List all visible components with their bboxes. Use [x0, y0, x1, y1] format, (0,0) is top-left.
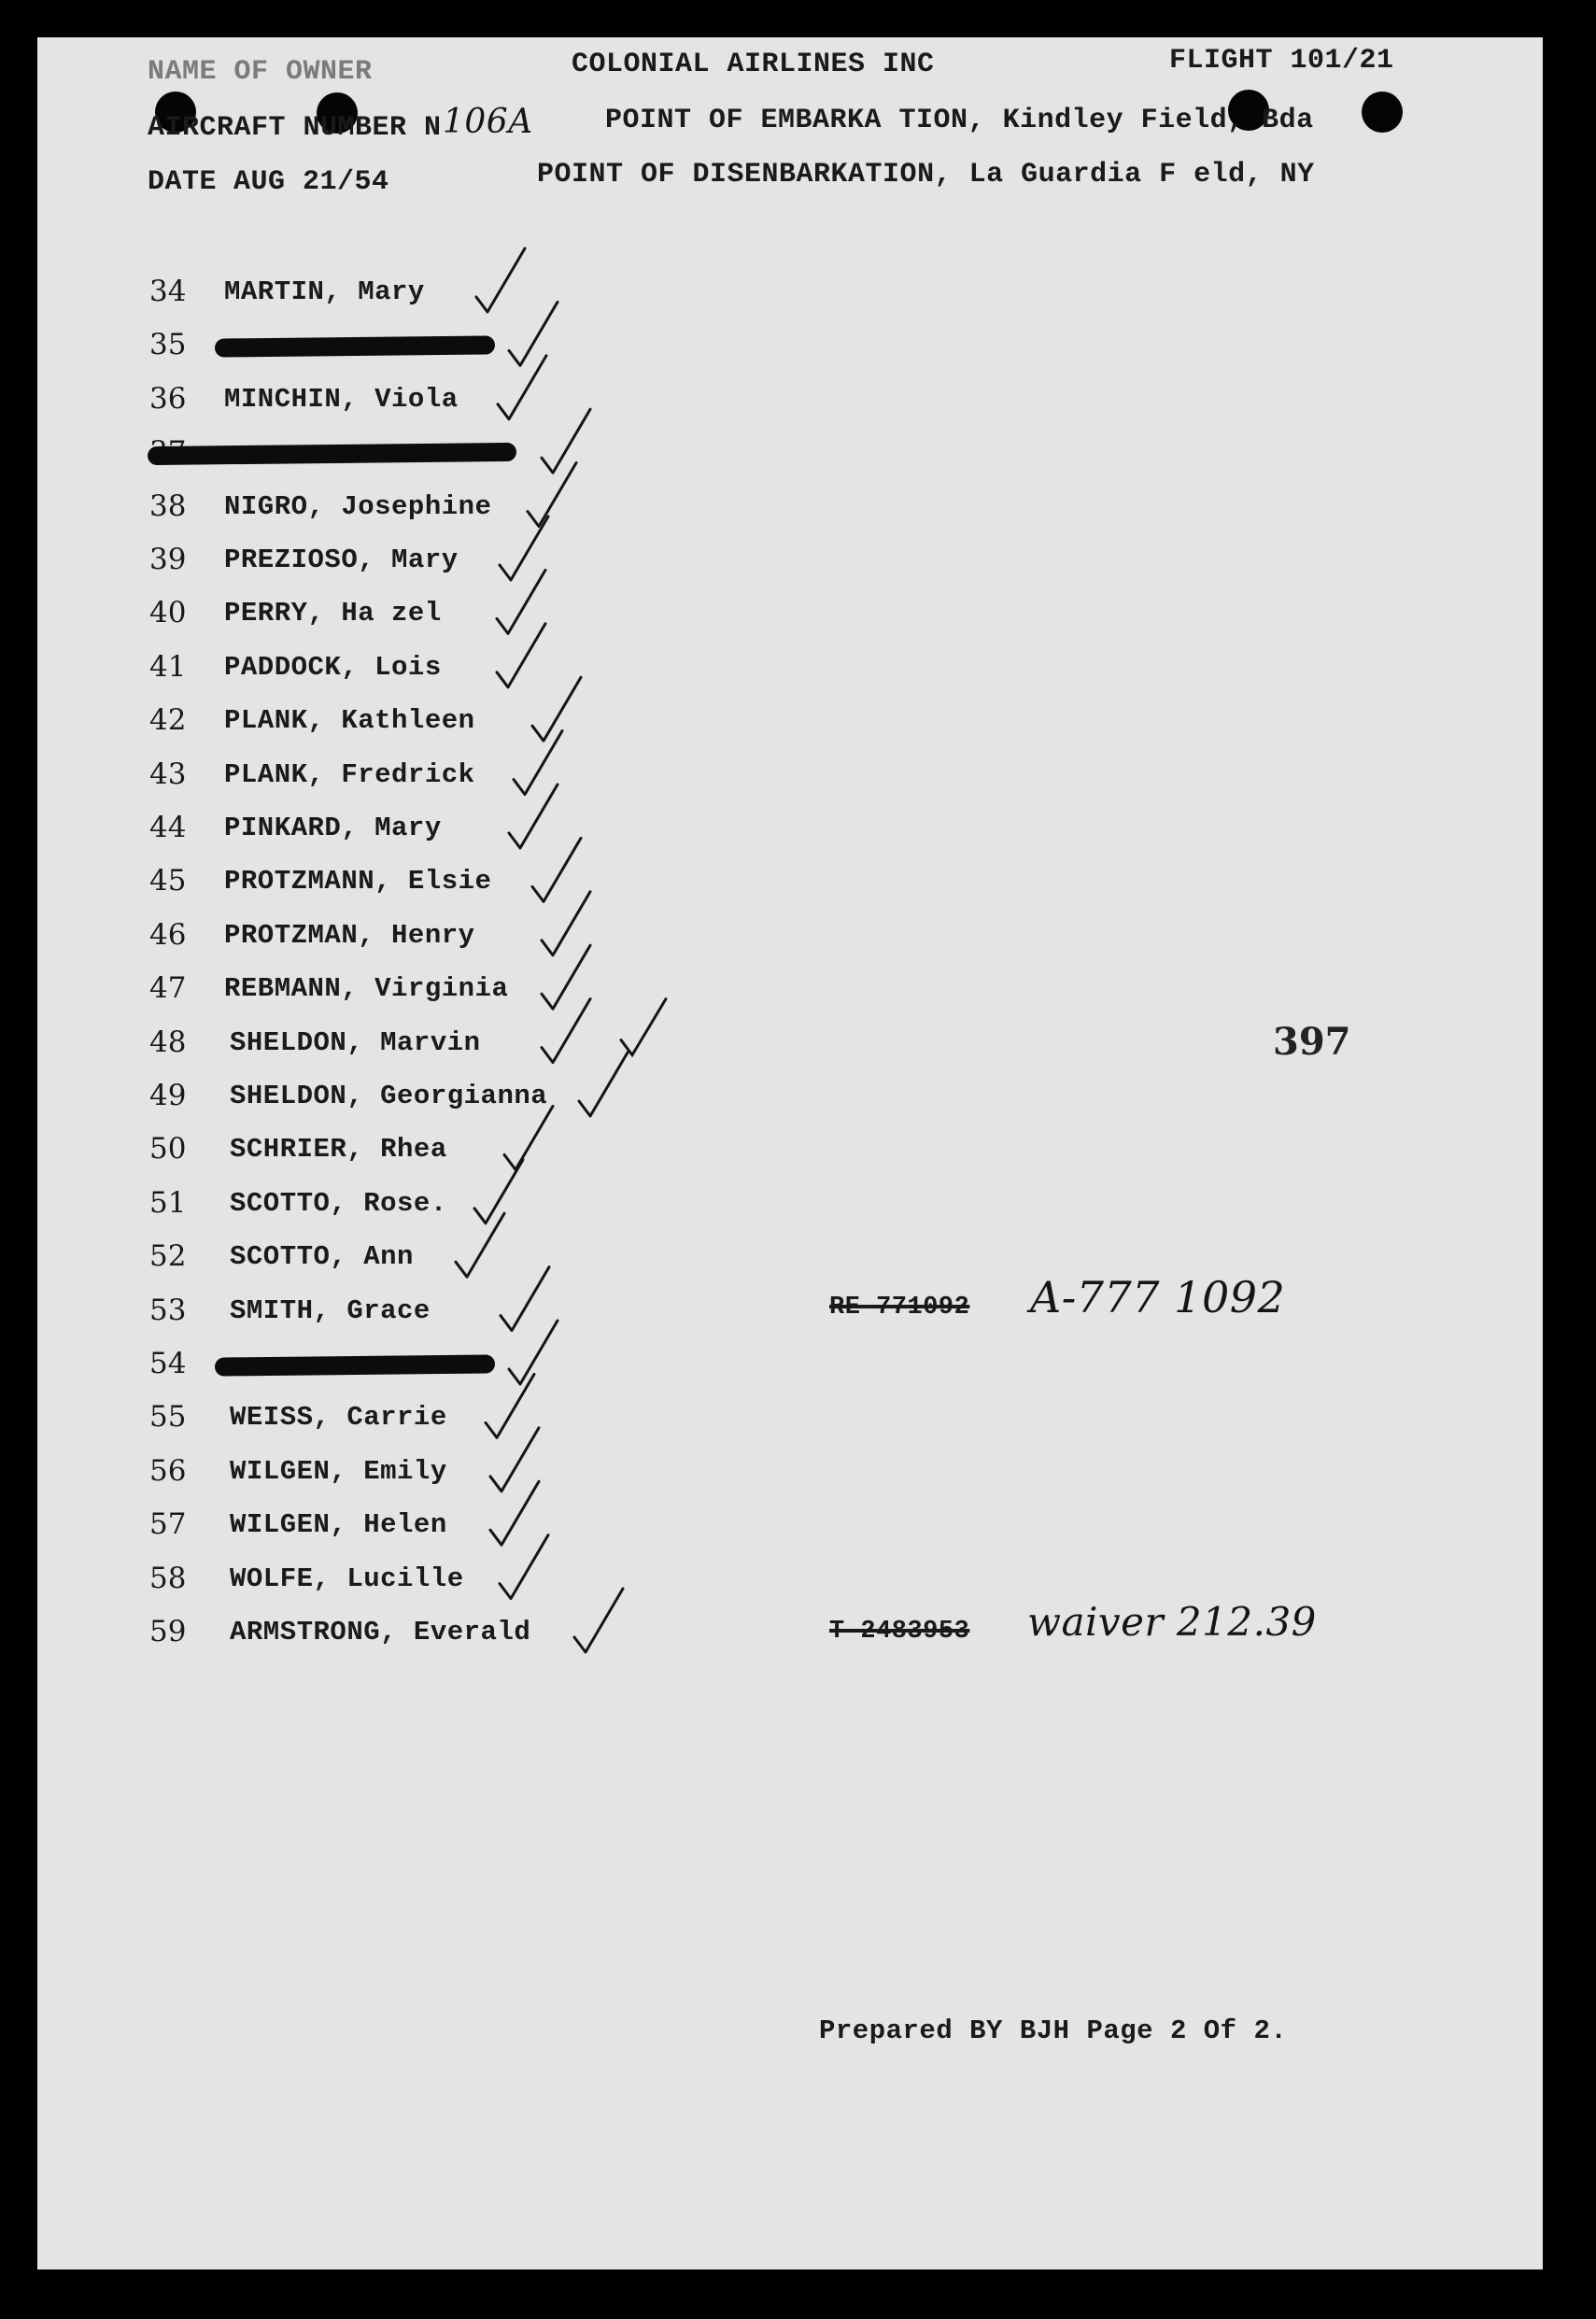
passenger-name: SCOTTO, Ann: [230, 1241, 414, 1273]
aircraft-number-label: AIRCRAFT NUMBER N: [148, 112, 442, 144]
check-mark: [490, 1481, 539, 1545]
page-number: 397: [1273, 1020, 1351, 1064]
disembarkation-point: POINT OF DISENBARKATION, La Guardia F eld, NY: [537, 159, 1315, 191]
passenger-name: WOLFE, Lucille: [230, 1562, 464, 1594]
passenger-name: ARMSTRONG, Everald: [230, 1617, 531, 1647]
struck-reference-2: T-2483953: [829, 1618, 970, 1646]
passenger-number: 42: [149, 703, 187, 738]
footer-prepared-by: Prepared BY BJH Page 2 Of 2.: [819, 2015, 1288, 2046]
passenger-name: PINKARD, Mary: [224, 813, 442, 843]
passenger-name: WILGEN, Emily: [230, 1455, 447, 1487]
passenger-name: SHELDON, Georgianna: [230, 1081, 548, 1111]
passenger-number: 50: [149, 1132, 187, 1167]
aircraft-number: 106A: [443, 103, 533, 141]
owner-label: NAME OF OWNER: [148, 56, 373, 88]
passenger-number: 43: [149, 757, 187, 791]
check-mark: [532, 838, 581, 901]
check-mark: [509, 302, 558, 365]
passenger-name: SCOTTO, Rose.: [230, 1187, 447, 1219]
passenger-name: MINCHIN, Viola: [224, 383, 459, 415]
check-mark: [500, 516, 548, 580]
check-mark: [476, 248, 525, 312]
passenger-name: PLANK, Kathleen: [224, 705, 475, 737]
passenger-name: PERRY, Ha zel: [224, 598, 442, 629]
handwritten-reference-2: waiver 212.39: [1027, 1599, 1317, 1645]
date-label: DATE: [148, 166, 218, 198]
passenger-number: 38: [149, 488, 187, 523]
passenger-number: 47: [149, 971, 187, 1006]
passenger-name: PLANK, Fredrick: [224, 758, 475, 790]
passenger-number: 54: [149, 1347, 187, 1380]
passenger-number: 46: [149, 917, 187, 952]
embarkation-point: POINT OF EMBARKA TION, Kindley Field, Bda: [605, 105, 1314, 136]
passenger-number: 57: [149, 1507, 187, 1542]
passenger-number: 44: [149, 811, 187, 844]
date-value: AUG 21/54: [233, 166, 389, 198]
passenger-number: 58: [149, 1561, 187, 1595]
passenger-number: 39: [149, 543, 187, 576]
owner-name: COLONIAL AIRLINES INC: [572, 49, 935, 80]
check-mark: [500, 1535, 548, 1599]
passenger-number: 49: [149, 1079, 187, 1112]
check-mark: [501, 1267, 549, 1331]
check-mark: [486, 1374, 534, 1437]
passenger-number: 51: [149, 1185, 187, 1220]
check-mark: [497, 624, 545, 687]
flight-number: FLIGHT 101/21: [1169, 45, 1394, 77]
passenger-name: PROTZMAN, Henry: [224, 919, 475, 951]
passenger-number: 41: [149, 649, 187, 684]
check-mark: [574, 1589, 623, 1652]
passenger-name: SCHRIER, Rhea: [230, 1134, 447, 1166]
check-mark: [621, 999, 666, 1055]
passenger-number: 34: [149, 275, 187, 308]
check-mark: [542, 999, 590, 1063]
check-mark: [456, 1213, 504, 1277]
struck-reference-1: RE 771092: [829, 1294, 970, 1322]
passenger-name: PROTZMANN, Elsie: [224, 866, 492, 898]
check-mark: [542, 945, 590, 1009]
passenger-number: 59: [149, 1615, 187, 1648]
passenger-name: PADDOCK, Lois: [224, 651, 442, 683]
check-marks: [37, 37, 1543, 2270]
passenger-number: 55: [149, 1400, 187, 1435]
passenger-number: 53: [149, 1293, 187, 1327]
passenger-name: WILGEN, Helen: [230, 1509, 447, 1541]
passenger-number: 48: [149, 1025, 187, 1059]
passenger-number: 35: [149, 328, 187, 362]
passenger-number: 40: [149, 596, 187, 630]
passenger-number: 56: [149, 1453, 187, 1488]
passenger-number: 45: [149, 864, 187, 898]
check-mark: [504, 1106, 553, 1169]
check-mark: [497, 570, 545, 633]
check-mark: [579, 1053, 628, 1116]
check-mark: [532, 677, 581, 741]
passenger-name: NIGRO, Josephine: [224, 490, 492, 522]
manifest-sheet: [37, 37, 1543, 2270]
passenger-number: 36: [149, 381, 187, 416]
passenger-name: REBMANN, Virginia: [224, 973, 509, 1005]
passenger-name: WEISS, Carrie: [230, 1402, 447, 1434]
passenger-name: MARTIN, Mary: [224, 276, 425, 307]
check-mark: [542, 892, 590, 955]
check-mark: [509, 785, 558, 848]
passenger-name: SHELDON, Marvin: [230, 1026, 481, 1058]
passenger-number: 52: [149, 1239, 187, 1274]
check-mark: [514, 731, 562, 795]
check-mark: [542, 409, 590, 473]
passenger-name: PREZIOSO, Mary: [224, 544, 459, 575]
check-mark: [498, 356, 546, 419]
handwritten-reference-1: A-777 1092: [1030, 1272, 1286, 1322]
passenger-name: SMITH, Grace: [230, 1294, 431, 1326]
